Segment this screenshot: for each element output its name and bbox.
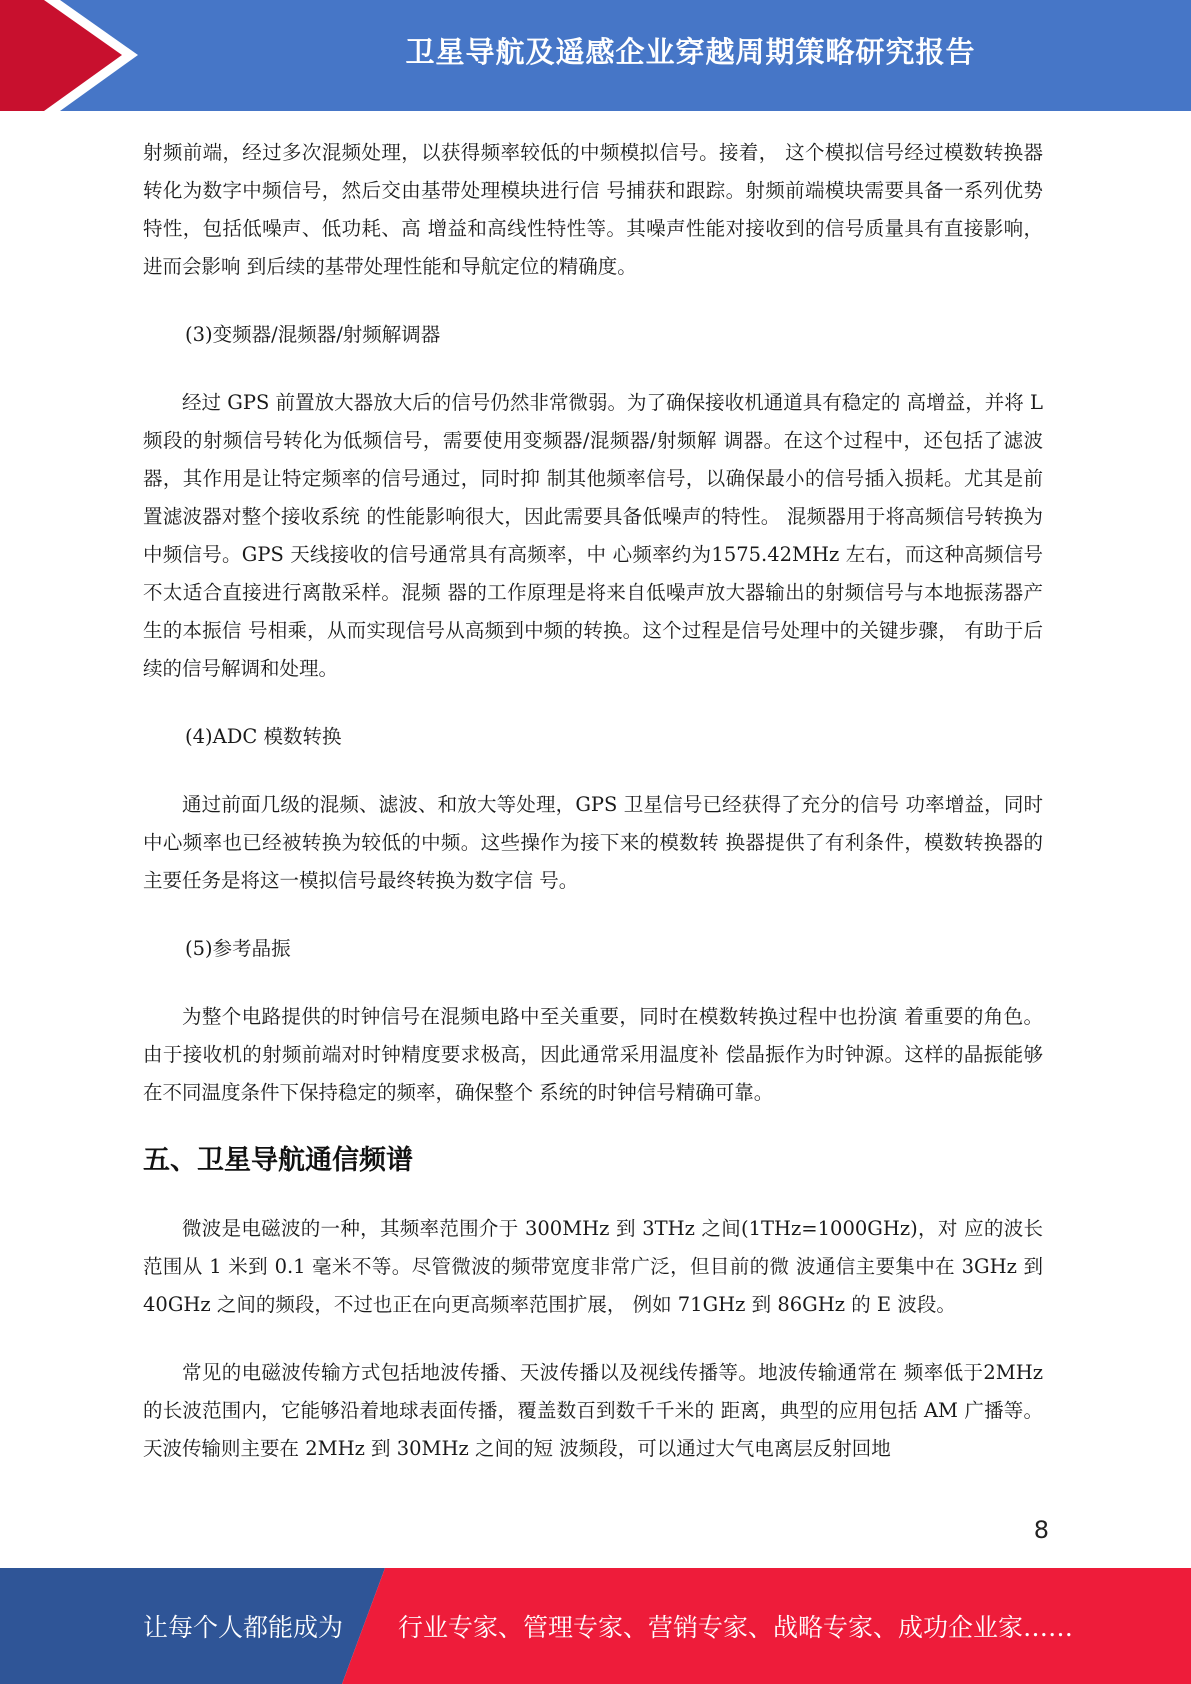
red-arrow-decoration — [0, 0, 160, 111]
page-number: 8 — [1033, 1516, 1049, 1544]
paragraph-mixer: 经过 GPS 前置放大器放大后的信号仍然非常微弱。为了确保接收机通道具有稳定的 高增益，并将 L 频段的射频信号转化为低频信号，需要使用变频器/混频器/射频解 调器。在这个过程中，还包括了滤波器，其作用是让特定频率的信号通过，同时抑 制其他频率信号，以确保最小的信号插入损耗。尤其是前置滤波器对整个接收系统 的性能影响很大，因此需要具备低噪声的特性。 混频器用于将高频信号转换为中频信号。GPS 天线接收的信号通常具有高频率，中 心频率约为1575.42MHz 左右，而这种高频信号不太适合直接进行离散采样。混频 器的工作原理是将来自低噪声放大器输出的射频信号与本地振荡器产生的本振信 号相乘，从而实现信号从高频到中频的转换。这个过程是信号处理中的关键步骤， 有助于后续的信号解调和处理。 — [143, 391, 1043, 680]
paragraph-rf-frontend: 射频前端，经过多次混频处理，以获得频率较低的中频模拟信号。接着， 这个模拟信号经过模数转换器转化为数字中频信号，然后交由基带处理模块进行信 号捕获和跟踪。射频前端模块需要具备一系列优势特性，包括低噪声、低功耗、高 增益和高线性特性等。其噪声性能对接收到的信号质量具有直接影响，进而会影响 到后续的基带处理性能和导航定位的精确度。 — [143, 141, 1043, 278]
paragraph-crystal: 为整个电路提供的时钟信号在混频电路中至关重要，同时在模数转换过程中也扮演 着重要的角色。由于接收机的射频前端对时钟精度要求极高，因此通常采用温度补 偿晶振作为时钟源。这样的晶振能够在不同温度条件下保持稳定的频率，确保整个 系统的时钟信号精确可靠。 — [143, 1005, 1043, 1104]
footer-slogan-left: 让每个人都能成为 — [143, 1613, 344, 1642]
subheading-crystal: (5)参考晶振 — [185, 937, 291, 960]
paragraph-adc: 通过前面几级的混频、滤波、和放大等处理，GPS 卫星信号已经获得了充分的信号 功率增益，同时中心频率也已经被转换为较低的中频。这些操作为接下来的模数转 换器提供了有利条件，模数转换器的主要任务是将这一模拟信号最终转换为数字信 号。 — [143, 793, 1043, 892]
subheading-adc: (4)ADC 模数转换 — [185, 725, 342, 748]
report-title: 卫星导航及遥感企业穿越周期策略研究报告 — [405, 34, 976, 69]
footer-slogan-right: 行业专家、管理专家、营销专家、战略专家、成功企业家…… — [398, 1613, 1074, 1642]
section-heading-spectrum: 五、卫星导航通信频谱 — [143, 1145, 413, 1176]
main-content — [143, 134, 1043, 1498]
paragraph-propagation: 常见的电磁波传输方式包括地波传播、天波传播以及视线传播等。地波传输通常在 频率低于2MHz 的长波范围内，它能够沿着地球表面传播，覆盖数百到数千千米的 距离，典型的应用包括 AM 广播等。天波传输则主要在 2MHz 到 30MHz 之间的短 波频段，可以通过大气电离层反射回地 — [143, 1361, 1043, 1460]
page-header — [0, 0, 1191, 111]
page-footer — [0, 1568, 1191, 1684]
subheading-mixer: (3)变频器/混频器/射频解调器 — [185, 323, 441, 346]
paragraph-microwave: 微波是电磁波的一种，其频率范围介于 300MHz 到 3THz 之间(1THz=1000GHz)，对 应的波长范围从 1 米到 0.1 毫米不等。尽管微波的频带宽度非常广泛，但目前的微 波通信主要集中在 3GHz 到 40GHz 之间的频段，不过也正在向更高频率范围扩展， 例如 71GHz 到 86GHz 的 E 波段。 — [143, 1217, 1043, 1316]
